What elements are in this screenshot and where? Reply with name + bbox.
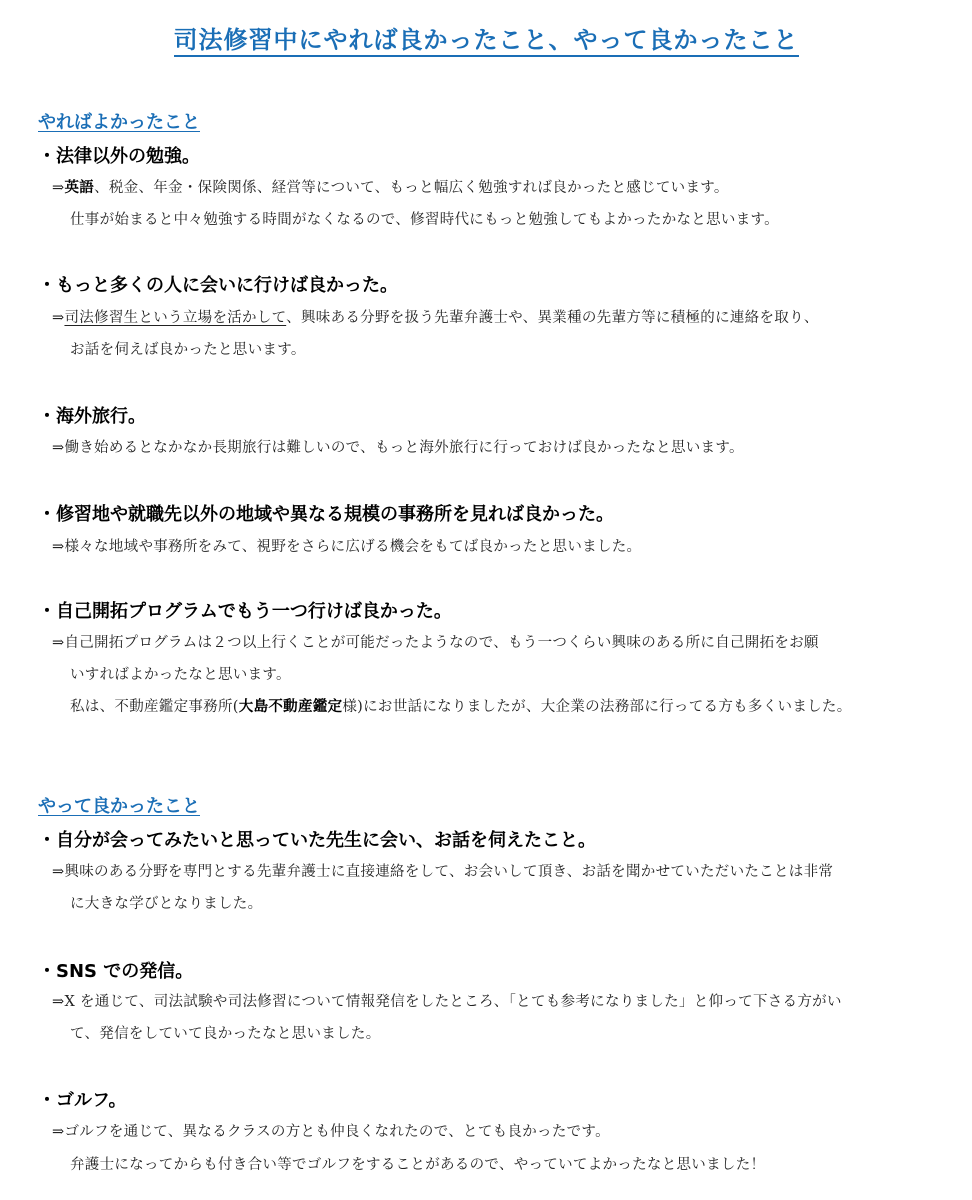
item-text-line: て、発信をしていて良かったなと思いました。 [70,1026,381,1042]
item-text-line: ⇒ゴルフを通じて、異なるクラスの方とも仲良くなれたので、とても良かったです。 [52,1124,610,1140]
item-text-line: お話を伺えば良かったと思います。 [70,342,306,358]
item-text-line: ⇒司法修習生という立場を活かして、興味ある分野を扱う先輩弁護士や、異業種の先輩方等に積極的に連絡を取り、 [52,310,819,326]
item-heading-meet-people: ・もっと多くの人に会いに行けば良かった。 [38,275,398,296]
item-text-line: いすればよかったなと思います。 [70,667,291,683]
item-text-line: ⇒自己開拓プログラムは２つ以上行くことが可能だったようなので、もう一つくらい興味のある所に自己開拓をお願 [52,635,819,651]
item-heading-golf: ・ゴルフ。 [38,1090,127,1111]
item-text-line: に大きな学びとなりました。 [70,896,263,912]
section-heading-should-have-done: やればよかったこと [38,112,200,133]
item-text-line: 弁護士になってからも付き合い等でゴルフをすることがあるので、やっていてよかったなと思いました！ [70,1157,766,1173]
item-heading-travel: ・海外旅行。 [38,406,146,427]
item-text-line: ⇒興味のある分野を専門とする先輩弁護士に直接連絡をして、お会いして頂き、お話を聞かせていただいたことは非常 [52,864,834,880]
item-heading-study: ・法律以外の勉強。 [38,146,200,167]
item-heading-sns: ・SNS での発信。 [38,961,194,982]
item-text-line: 私は、不動産鑑定事務所(大島不動産鑑定様)にお世話になりましたが、大企業の法務部に行ってる方も多くいました。 [70,699,852,715]
item-heading-met-teacher: ・自分が会ってみたいと思っていた先生に会い、お話を伺えたこと。 [38,830,596,851]
item-text-line: ⇒様々な地域や事務所をみて、視野をさらに広げる機会をもてば良かったと思いました。 [52,539,642,555]
item-text-line: ⇒英語、税金、年金・保険関係、経営等について、もっと幅広く勉強すれば良かったと感じています。 [52,180,729,196]
item-text-line: 仕事が始まると中々勉強する時間がなくなるので、修習時代にもっと勉強してもよかったかなと思います。 [70,212,779,228]
page-title: 司法修習中にやれば良かったこと、やって良かったこと [0,20,972,55]
section-heading-glad-did: やって良かったこと [38,796,200,817]
item-text-line: ⇒働き始めるとなかなか長期旅行は難しいので、もっと海外旅行に行っておけば良かったなと思います。 [52,440,744,456]
item-text-line: ⇒X を通じて、司法試験や司法修習について情報発信をしたところ、「とても参考になりました」と仰って下さる方がい [52,994,842,1010]
item-heading-other-offices: ・修習地や就職先以外の地域や異なる規模の事務所を見れば良かった。 [38,504,614,525]
item-heading-self-program: ・自己開拓プログラムでもう一つ行けば良かった。 [38,601,452,622]
